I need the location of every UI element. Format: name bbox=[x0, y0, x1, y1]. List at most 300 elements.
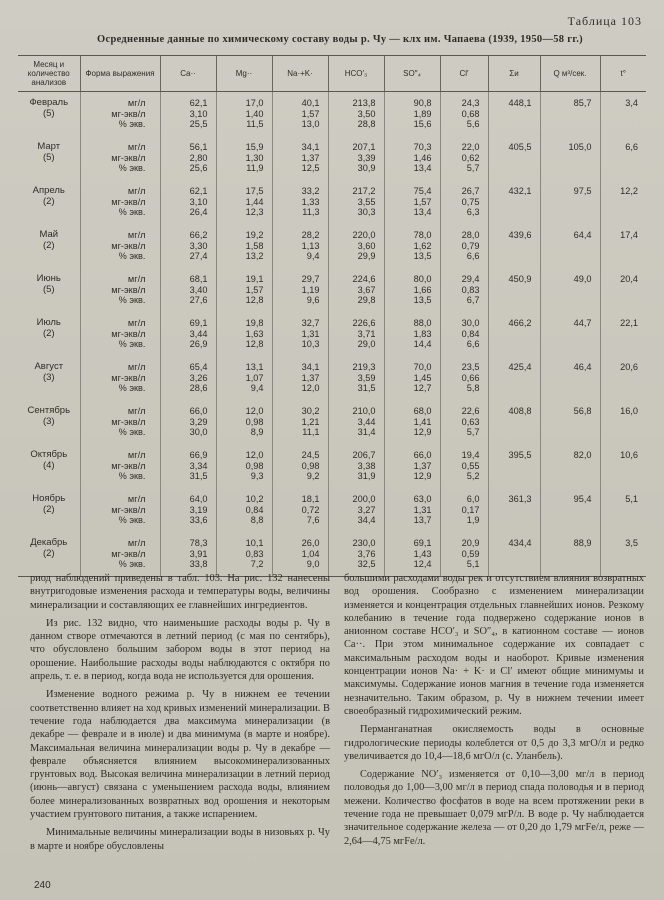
value-cell-t bbox=[600, 224, 646, 268]
value-cell-cl bbox=[440, 180, 488, 224]
value: 1,66 bbox=[413, 284, 432, 295]
right-text-column bbox=[344, 572, 644, 853]
value: 26,7 bbox=[461, 186, 480, 196]
value: 2,80 bbox=[189, 152, 208, 163]
unit-label: мг/л bbox=[127, 98, 146, 108]
value: 0,59 bbox=[461, 548, 480, 559]
value: 14,4 bbox=[413, 339, 432, 350]
analysis-count: (2) bbox=[42, 503, 55, 515]
value: 6,3 bbox=[466, 207, 480, 218]
month-cell bbox=[18, 268, 80, 312]
value: 30,9 bbox=[357, 163, 376, 174]
header-ca: Ca·· bbox=[160, 56, 216, 92]
value-cell-cl bbox=[440, 224, 488, 268]
value: 29,0 bbox=[357, 339, 376, 350]
value: 23,5 bbox=[461, 362, 480, 372]
header-month: Месяц и количество анализов bbox=[18, 56, 80, 92]
value: 70,3 bbox=[413, 142, 432, 152]
value-cell-mg bbox=[216, 136, 272, 180]
value-cell-q bbox=[540, 312, 600, 356]
value-cell-q bbox=[540, 136, 600, 180]
units-cell bbox=[80, 136, 160, 180]
value-cell-mg bbox=[216, 444, 272, 488]
value: 56,1 bbox=[189, 142, 208, 152]
value-cell-na-k bbox=[272, 268, 328, 312]
value: 12,4 bbox=[413, 559, 432, 570]
value-cell-so4 bbox=[384, 92, 440, 137]
value: 1,37 bbox=[301, 372, 320, 383]
units-cell bbox=[80, 400, 160, 444]
value-cell-so4 bbox=[384, 312, 440, 356]
value: 19,4 bbox=[461, 450, 480, 460]
value: 1,83 bbox=[413, 328, 432, 339]
value: 432,1 bbox=[508, 186, 532, 196]
value: 434,4 bbox=[508, 538, 532, 548]
value: 9,4 bbox=[250, 383, 264, 394]
value-cell-na-k bbox=[272, 488, 328, 532]
value: 33,2 bbox=[301, 186, 320, 196]
value-cell-sum bbox=[488, 312, 540, 356]
value-cell-na-k bbox=[272, 444, 328, 488]
value: 12,2 bbox=[620, 186, 638, 196]
value-cell-q bbox=[540, 400, 600, 444]
value: 12,8 bbox=[245, 339, 264, 350]
units-cell bbox=[80, 180, 160, 224]
value: 80,0 bbox=[413, 274, 432, 284]
value: 0,68 bbox=[461, 108, 480, 119]
value-cell-so4 bbox=[384, 444, 440, 488]
header-so4: SO″₄ bbox=[384, 56, 440, 92]
value-cell-na-k bbox=[272, 224, 328, 268]
unit-label: мг-экв/л bbox=[111, 460, 146, 471]
value: 10,1 bbox=[245, 538, 264, 548]
value: 439,6 bbox=[508, 230, 532, 240]
table-row bbox=[18, 180, 646, 224]
value-cell-ca bbox=[160, 356, 216, 400]
value: 1,31 bbox=[413, 504, 432, 515]
value: 450,9 bbox=[508, 274, 532, 284]
value: 64,0 bbox=[189, 494, 208, 504]
value: 44,7 bbox=[573, 318, 592, 328]
value: 26,9 bbox=[189, 339, 208, 350]
value-cell-t bbox=[600, 400, 646, 444]
value: 1,19 bbox=[301, 284, 320, 295]
value: 200,0 bbox=[352, 494, 376, 504]
value-cell-q bbox=[540, 92, 600, 137]
unit-label: мг-экв/л bbox=[111, 372, 146, 383]
value: 31,9 bbox=[357, 471, 376, 482]
value: 1,63 bbox=[245, 328, 264, 339]
value: 0,17 bbox=[461, 504, 480, 515]
value: 29,4 bbox=[461, 274, 480, 284]
value: 12,5 bbox=[301, 163, 320, 174]
value: 1,40 bbox=[245, 108, 264, 119]
value: 3,26 bbox=[189, 372, 208, 383]
value: 5,8 bbox=[466, 383, 480, 394]
value: 3,44 bbox=[357, 416, 376, 427]
paragraph: риод наблюдений приведены в табл. 103. На рис. 132 нанесены внутригодовые изменения расхода и температуры воды, величины минерализации и составляющих ее главнейших ингредиентов. bbox=[30, 573, 330, 611]
value: 0,55 bbox=[461, 460, 480, 471]
value: 3,34 bbox=[189, 460, 208, 471]
left-text-column bbox=[30, 572, 330, 858]
value: 90,8 bbox=[413, 98, 432, 108]
value: 1,43 bbox=[413, 548, 432, 559]
month-cell bbox=[18, 136, 80, 180]
value: 85,7 bbox=[573, 98, 592, 108]
analysis-count: (5) bbox=[42, 107, 55, 119]
value-cell-so4 bbox=[384, 488, 440, 532]
value-cell-na-k bbox=[272, 312, 328, 356]
month-name: Апрель bbox=[32, 185, 65, 196]
value: 12,8 bbox=[245, 295, 264, 306]
value: 210,0 bbox=[352, 406, 376, 416]
value-cell-q bbox=[540, 532, 600, 577]
value: 12,9 bbox=[413, 427, 432, 438]
value: 1,31 bbox=[301, 328, 320, 339]
value: 25,5 bbox=[189, 119, 208, 130]
value: 0,63 bbox=[461, 416, 480, 427]
value: 18,1 bbox=[301, 494, 320, 504]
value: 5,2 bbox=[466, 471, 480, 482]
table-title: Осредненные данные по химическому составу воды р. Чу — клх им. Чапаева (1939, 1950—58 гг.) bbox=[97, 34, 583, 45]
table-row bbox=[18, 400, 646, 444]
value: 31,4 bbox=[357, 427, 376, 438]
table-row bbox=[18, 444, 646, 488]
header-hco3: HCO′₃ bbox=[328, 56, 384, 92]
value-cell-na-k bbox=[272, 92, 328, 137]
month-name: Февраль bbox=[29, 97, 69, 108]
value: 30,0 bbox=[461, 318, 480, 328]
value: 1,44 bbox=[245, 196, 264, 207]
value: 20,6 bbox=[620, 362, 638, 372]
unit-label: мг-экв/л bbox=[111, 416, 146, 427]
value-cell-na-k bbox=[272, 136, 328, 180]
paragraph: Перманганатная окисляемость воды в основные гидрологические периоды колеблется от 0,5 до 3,3 мгО/л и редко увеличивается до 10,4—18,6 мгО/л (с. Уланбель). bbox=[344, 724, 644, 762]
value: 3,27 bbox=[357, 504, 376, 515]
value: 1,58 bbox=[245, 240, 264, 251]
value: 12,7 bbox=[413, 383, 432, 394]
value: 17,0 bbox=[245, 98, 264, 108]
value: 34,1 bbox=[301, 362, 320, 372]
value: 29,7 bbox=[301, 274, 320, 284]
paragraph: Минимальные величины минерализации воды в низовьях р. Чу в марте и ноябре обусловлены bbox=[30, 827, 330, 852]
value: 62,1 bbox=[189, 98, 208, 108]
value-cell-mg bbox=[216, 532, 272, 577]
value: 56,8 bbox=[573, 406, 592, 416]
analysis-count: (2) bbox=[42, 327, 55, 339]
value-cell-ca bbox=[160, 488, 216, 532]
month-cell bbox=[18, 312, 80, 356]
value-cell-so4 bbox=[384, 224, 440, 268]
value: 0,98 bbox=[301, 460, 320, 471]
unit-label: % экв. bbox=[118, 295, 146, 306]
value-cell-so4 bbox=[384, 180, 440, 224]
value: 9,2 bbox=[306, 471, 320, 482]
value: 7,2 bbox=[250, 559, 264, 570]
unit-label: % экв. bbox=[118, 559, 146, 570]
value: 11,3 bbox=[302, 207, 320, 218]
value: 10,2 bbox=[245, 494, 264, 504]
value: 1,21 bbox=[301, 416, 320, 427]
value: 24,5 bbox=[301, 450, 320, 460]
value: 3,39 bbox=[357, 152, 376, 163]
value: 66,0 bbox=[189, 406, 208, 416]
month-cell bbox=[18, 224, 80, 268]
value: 30,3 bbox=[357, 207, 376, 218]
value-cell-cl bbox=[440, 136, 488, 180]
value: 6,6 bbox=[625, 142, 638, 152]
value-cell-hco3 bbox=[328, 136, 384, 180]
value: 69,1 bbox=[413, 538, 432, 548]
value-cell-q bbox=[540, 268, 600, 312]
units-cell bbox=[80, 224, 160, 268]
table-row bbox=[18, 92, 646, 137]
unit-label: мг-экв/л bbox=[111, 196, 146, 207]
analysis-count: (3) bbox=[42, 371, 55, 383]
value-cell-hco3 bbox=[328, 92, 384, 137]
value-cell-mg bbox=[216, 312, 272, 356]
value-cell-ca bbox=[160, 136, 216, 180]
value: 1,57 bbox=[301, 108, 320, 119]
value: 13,4 bbox=[413, 163, 432, 174]
units-cell bbox=[80, 268, 160, 312]
unit-label: мг/л bbox=[127, 142, 146, 152]
value: 0,66 bbox=[461, 372, 480, 383]
value: 1,62 bbox=[413, 240, 432, 251]
value-cell-mg bbox=[216, 268, 272, 312]
unit-label: мг/л bbox=[127, 538, 146, 548]
value: 361,3 bbox=[508, 494, 532, 504]
value: 9,4 bbox=[306, 251, 320, 262]
unit-label: мг/л bbox=[127, 362, 146, 372]
value-cell-cl bbox=[440, 312, 488, 356]
value: 95,4 bbox=[573, 494, 592, 504]
value: 3,71 bbox=[357, 328, 376, 339]
value-cell-sum bbox=[488, 488, 540, 532]
month-name: Ноябрь bbox=[32, 493, 66, 504]
value: 1,41 bbox=[413, 416, 432, 427]
value-cell-cl bbox=[440, 444, 488, 488]
value: 16,0 bbox=[620, 406, 638, 416]
value: 78,3 bbox=[189, 538, 208, 548]
value-cell-ca bbox=[160, 444, 216, 488]
value: 425,4 bbox=[508, 362, 532, 372]
value-cell-so4 bbox=[384, 400, 440, 444]
value-cell-sum bbox=[488, 356, 540, 400]
value: 82,0 bbox=[573, 450, 592, 460]
value-cell-hco3 bbox=[328, 312, 384, 356]
value: 33,8 bbox=[189, 559, 208, 570]
unit-label: мг/л bbox=[127, 406, 146, 416]
value-cell-cl bbox=[440, 92, 488, 137]
value: 206,7 bbox=[352, 450, 376, 460]
value-cell-hco3 bbox=[328, 444, 384, 488]
value-cell-t bbox=[600, 356, 646, 400]
unit-label: мг-экв/л bbox=[111, 108, 146, 119]
units-cell bbox=[80, 488, 160, 532]
header-na-k: Na·+K· bbox=[272, 56, 328, 92]
value-cell-hco3 bbox=[328, 356, 384, 400]
value: 15,6 bbox=[413, 119, 432, 130]
value-cell-so4 bbox=[384, 136, 440, 180]
value: 9,0 bbox=[306, 559, 320, 570]
value: 226,6 bbox=[352, 318, 376, 328]
month-name: Июнь bbox=[36, 273, 61, 284]
value: 1,04 bbox=[301, 548, 320, 559]
value: 0,79 bbox=[461, 240, 480, 251]
month-cell bbox=[18, 356, 80, 400]
value: 220,0 bbox=[352, 230, 376, 240]
value: 0,62 bbox=[461, 152, 480, 163]
value: 11,9 bbox=[246, 163, 264, 174]
value-cell-t bbox=[600, 444, 646, 488]
value: 0,84 bbox=[461, 328, 480, 339]
value-cell-na-k bbox=[272, 180, 328, 224]
value-cell-sum bbox=[488, 400, 540, 444]
paragraph: Изменение водного режима р. Чу в нижнем ее течении соответственно влияет на ход кривых изменений минерализации. В течение года наблюдается два максимума минерализации (в декабре — феврале и в июле) и два минимума (в марте и ноябре). Максимальная величина минерализации воды р. Чу в декабре — феврале объясняется влиянием высокоминерализованных грунтовых вод. Высокая величина минерализации в летний период (июнь—август) связана с уменьшением расхода воды, влиянием более минерализованных возвратных вод орошения и некоторым участием грунтового питания, а также испарением. bbox=[30, 689, 330, 821]
value: 1,89 bbox=[413, 108, 432, 119]
value: 3,10 bbox=[189, 108, 208, 119]
value: 3,91 bbox=[189, 548, 208, 559]
value: 1,30 bbox=[245, 152, 264, 163]
chemistry-table bbox=[18, 55, 646, 577]
value: 32,7 bbox=[301, 318, 320, 328]
value-cell-q bbox=[540, 444, 600, 488]
value: 13,5 bbox=[413, 251, 432, 262]
value: 12,0 bbox=[301, 383, 320, 394]
unit-label: % экв. bbox=[118, 471, 146, 482]
value: 0,84 bbox=[245, 504, 264, 515]
value-cell-sum bbox=[488, 532, 540, 577]
value: 13,0 bbox=[301, 119, 320, 130]
unit-label: % экв. bbox=[118, 207, 146, 218]
value: 6,0 bbox=[466, 494, 480, 504]
paragraph: Содержание NO′₃ изменяется от 0,10—3,00 мг/л в период половодья до 1,00—3,00 мг/л в период спада половодья и в период межени. Количество фосфатов в воде на всем протяжении реки в течение года не превышает 0,079 мгP/л. В воде р. Чу наблюдается значительное содержание железа — от 0,20 до 1,79 мгFe/л, реже — 2,64—4,75 мгFe/л. bbox=[344, 769, 644, 847]
header-form: Форма выражения bbox=[80, 56, 160, 92]
value: 13,5 bbox=[413, 295, 432, 306]
value: 10,6 bbox=[620, 450, 638, 460]
value: 66,0 bbox=[413, 450, 432, 460]
value: 0,72 bbox=[301, 504, 320, 515]
value-cell-t bbox=[600, 136, 646, 180]
value: 19,2 bbox=[245, 230, 264, 240]
value: 29,9 bbox=[357, 251, 376, 262]
value-cell-q bbox=[540, 180, 600, 224]
value: 22,6 bbox=[461, 406, 480, 416]
value: 12,3 bbox=[245, 207, 264, 218]
value: 3,4 bbox=[625, 98, 638, 108]
value: 7,6 bbox=[306, 515, 320, 526]
table-row bbox=[18, 488, 646, 532]
header-sum: Σи bbox=[488, 56, 540, 92]
value-cell-t bbox=[600, 180, 646, 224]
value: 70,0 bbox=[413, 362, 432, 372]
value-cell-na-k bbox=[272, 532, 328, 577]
value: 408,8 bbox=[508, 406, 532, 416]
value: 20,9 bbox=[461, 538, 480, 548]
header-mg: Mg·· bbox=[216, 56, 272, 92]
value: 217,2 bbox=[352, 186, 376, 196]
value-cell-q bbox=[540, 488, 600, 532]
value: 11,1 bbox=[302, 427, 320, 438]
value: 69,1 bbox=[189, 318, 208, 328]
month-cell bbox=[18, 444, 80, 488]
value: 105,0 bbox=[568, 142, 592, 152]
value: 395,5 bbox=[508, 450, 532, 460]
value-cell-ca bbox=[160, 268, 216, 312]
value: 11,5 bbox=[246, 119, 264, 130]
value: 0,98 bbox=[245, 460, 264, 471]
value: 1,9 bbox=[466, 515, 480, 526]
value-cell-so4 bbox=[384, 268, 440, 312]
analysis-count: (5) bbox=[42, 151, 55, 163]
value-cell-so4 bbox=[384, 356, 440, 400]
value: 3,50 bbox=[357, 108, 376, 119]
table-row bbox=[18, 268, 646, 312]
value: 10,3 bbox=[301, 339, 320, 350]
value: 3,38 bbox=[357, 460, 376, 471]
value: 3,67 bbox=[357, 284, 376, 295]
value: 17,4 bbox=[620, 230, 638, 240]
value: 33,6 bbox=[189, 515, 208, 526]
value-cell-t bbox=[600, 92, 646, 137]
value: 6,6 bbox=[466, 339, 480, 350]
value: 66,9 bbox=[189, 450, 208, 460]
value-cell-na-k bbox=[272, 400, 328, 444]
table-row bbox=[18, 224, 646, 268]
value-cell-mg bbox=[216, 400, 272, 444]
header-discharge: Q м³/сек. bbox=[540, 56, 600, 92]
unit-label: % экв. bbox=[118, 383, 146, 394]
table-row bbox=[18, 136, 646, 180]
analysis-count: (4) bbox=[42, 459, 55, 471]
value: 0,98 bbox=[245, 416, 264, 427]
value-cell-hco3 bbox=[328, 400, 384, 444]
unit-label: мг-экв/л bbox=[111, 548, 146, 559]
value-cell-q bbox=[540, 356, 600, 400]
value: 68,0 bbox=[413, 406, 432, 416]
value: 22,1 bbox=[620, 318, 638, 328]
value-cell-mg bbox=[216, 92, 272, 137]
value: 3,19 bbox=[189, 504, 208, 515]
value: 63,0 bbox=[413, 494, 432, 504]
value-cell-ca bbox=[160, 92, 216, 137]
value: 28,2 bbox=[301, 230, 320, 240]
value: 1,07 bbox=[245, 372, 264, 383]
table-row bbox=[18, 312, 646, 356]
header-temperature: t° bbox=[600, 56, 646, 92]
value: 3,10 bbox=[189, 196, 208, 207]
unit-label: мг/л bbox=[127, 186, 146, 196]
value: 0,83 bbox=[245, 548, 264, 559]
value: 29,8 bbox=[357, 295, 376, 306]
value: 8,9 bbox=[250, 427, 264, 438]
unit-label: % экв. bbox=[118, 515, 146, 526]
value: 230,0 bbox=[352, 538, 376, 548]
value: 13,2 bbox=[245, 251, 264, 262]
value: 13,7 bbox=[413, 515, 432, 526]
value: 24,3 bbox=[461, 98, 480, 108]
analysis-count: (2) bbox=[42, 239, 55, 251]
month-cell bbox=[18, 400, 80, 444]
value-cell-cl bbox=[440, 356, 488, 400]
value-cell-mg bbox=[216, 224, 272, 268]
value: 28,8 bbox=[357, 119, 376, 130]
value: 1,13 bbox=[301, 240, 320, 251]
value-cell-ca bbox=[160, 400, 216, 444]
value: 1,57 bbox=[413, 196, 432, 207]
value: 219,3 bbox=[352, 362, 376, 372]
